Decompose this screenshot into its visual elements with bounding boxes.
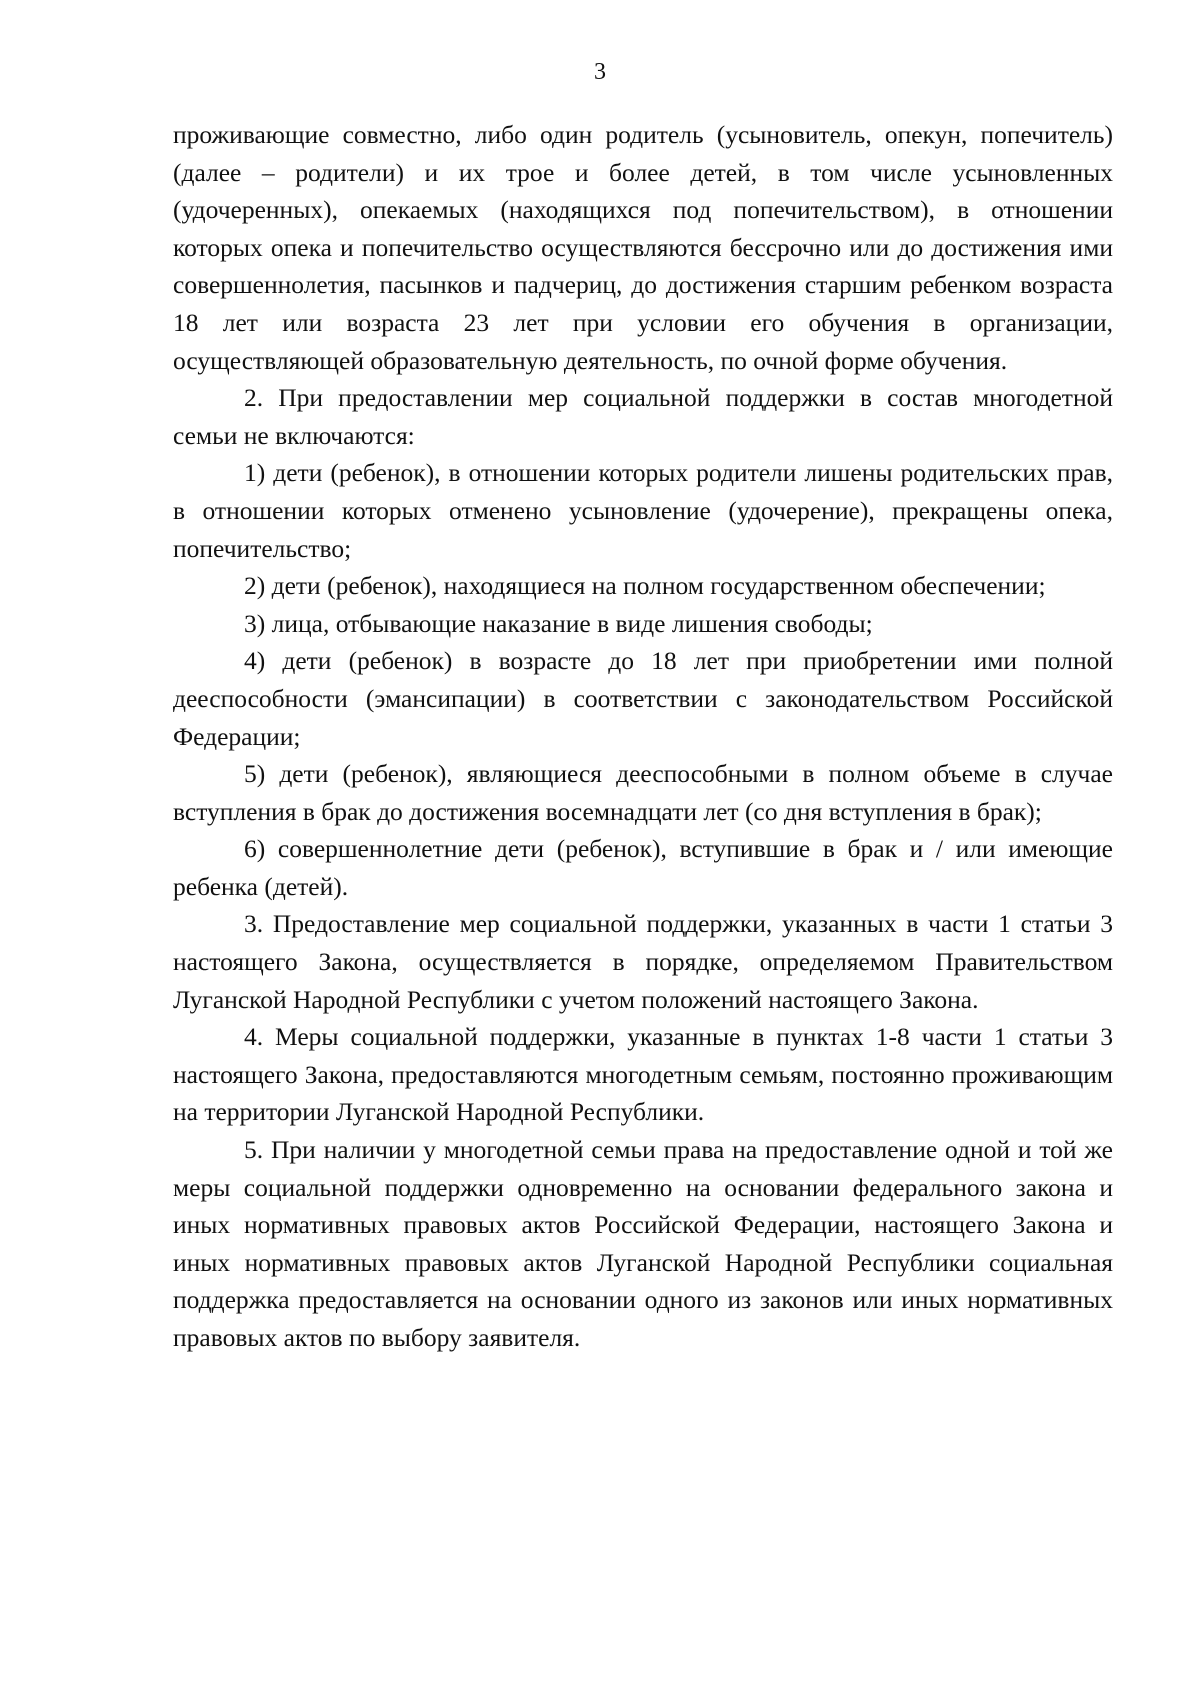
page-number: 3 (594, 59, 606, 85)
paragraph-part-4: 4. Меры социальной поддержки, указанные в пунктах 1-8 части 1 статьи 3 настоящего Закона, предоставляются многодетным семьям, постоянно проживающим на территории Луганской Народной Республики. (173, 1022, 1113, 1127)
paragraph-part-5: 5. При наличии у многодетной семьи права на предоставление одной и той же меры социальной поддержки одновременно на основании федерального закона и иных нормативных правовых актов Российской Федерации, настоящего Закона и иных нормативных правовых актов Луганской Народной Республики социальная поддержка предоставляется на основании одного из законов или иных нормативных правовых актов по выбору заявителя. (173, 1135, 1113, 1352)
list-item-6: 6) совершеннолетние дети (ребенок), вступившие в брак и / или имеющие ребенка (детей). (173, 834, 1113, 901)
list-item-4: 4) дети (ребенок) в возрасте до 18 лет при приобретении ими полной дееспособности (эмансипации) в соответствии с законодательством Российской Федерации; (173, 646, 1113, 751)
paragraph-part-2: 2. При предоставлении мер социальной поддержки в состав многодетной семьи не включаются: (173, 383, 1113, 450)
list-item-2: 2) дети (ребенок), находящиеся на полном государственном обеспечении; (244, 571, 1046, 601)
list-item-5: 5) дети (ребенок), являющиеся дееспособными в полном объеме в случае вступления в брак до достижения восемнадцати лет (со дня вступления в брак); (173, 759, 1113, 826)
list-item-1: 1) дети (ребенок), в отношении которых родители лишены родительских прав, в отношении которых отменено усыновление (удочерение), прекращены опека, попечительство; (173, 458, 1113, 563)
list-item-3: 3) лица, отбывающие наказание в виде лишения свободы; (244, 608, 873, 638)
paragraph-part-3: 3. Предоставление мер социальной поддержки, указанных в части 1 статьи 3 настоящего Закона, осуществляется в порядке, определяемом Правительством Луганской Народной Республики с учетом положений настоящего Закона. (173, 909, 1113, 1014)
paragraph-continuation: проживающие совместно, либо один родитель (усыновитель, опекун, попечитель) (далее – родители) и их трое и более детей, в том числе усыновленных (удочеренных), опекаемых (находящихся под попечительством), в отношении которых опека и попечительство осуществляются бессрочно или до достижения ими совершеннолетия, пасынков и падчериц, до достижения старшим ребенком возраста 18 лет или возраста 23 лет при условии его обучения в организации, осуществляющей образовательную деятельность, по очной форме обучения. (173, 120, 1113, 375)
document-body (173, 116, 1113, 1357)
